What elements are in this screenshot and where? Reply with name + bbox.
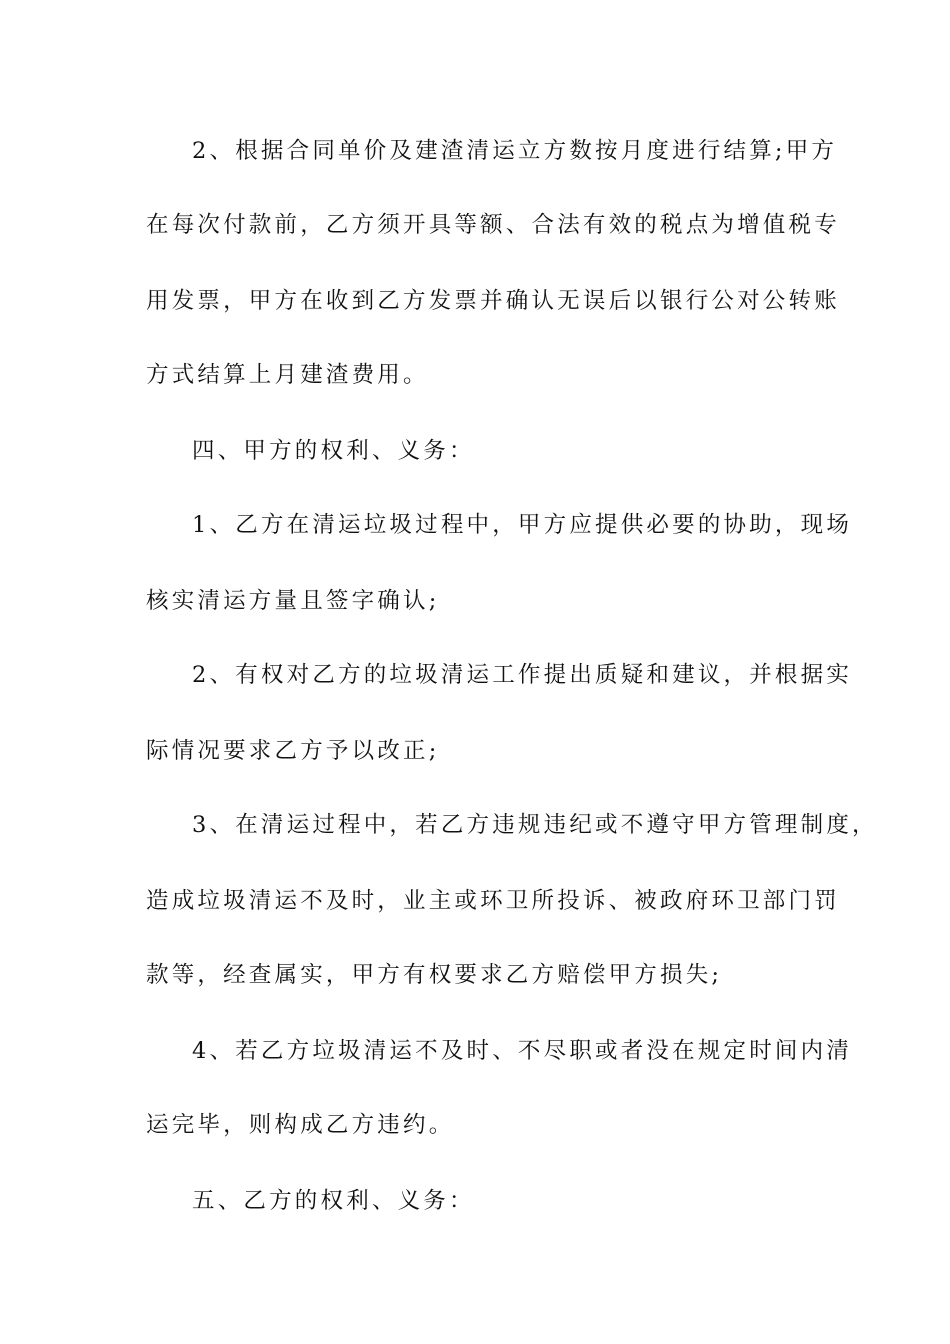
paragraph-line: 造成垃圾清运不及时，业主或环卫所投诉、被政府环卫部门罚 [146,888,840,914]
paragraph-line: 用发票，甲方在收到乙方发票并确认无误后以银行公对公转账 [146,288,840,314]
paragraph-line: 在每次付款前，乙方须开具等额、合法有效的税点为增值税专 [146,212,840,238]
paragraph-line-payment-settlement: 2、根据合同单价及建渣清运立方数按月度进行结算;甲方 [192,138,838,164]
paragraph-line: 核实清运方量且签字确认; [146,588,440,614]
paragraph-line: 际情况要求乙方予以改正; [146,738,440,764]
paragraph-line-item-4: 4、若乙方垃圾清运不及时、不尽职或者没在规定时间内清 [192,1038,853,1064]
section-heading-party-a: 四、甲方的权利、义务： [192,438,475,464]
paragraph-line: 方式结算上月建渣费用。 [146,362,429,388]
paragraph-line: 款等，经查属实，甲方有权要求乙方赔偿甲方损失; [146,962,723,988]
paragraph-line-item-3: 3、在清运过程中，若乙方违规违纪或不遵守甲方管理制度， [192,812,878,838]
paragraph-line-item-2: 2、有权对乙方的垃圾清运工作提出质疑和建议，并根据实 [192,662,853,688]
section-heading-party-b: 五、乙方的权利、义务： [192,1188,475,1214]
paragraph-line-item-1: 1、乙方在清运垃圾过程中，甲方应提供必要的协助，现场 [192,512,853,538]
paragraph-line: 运完毕，则构成乙方违约。 [146,1112,455,1138]
